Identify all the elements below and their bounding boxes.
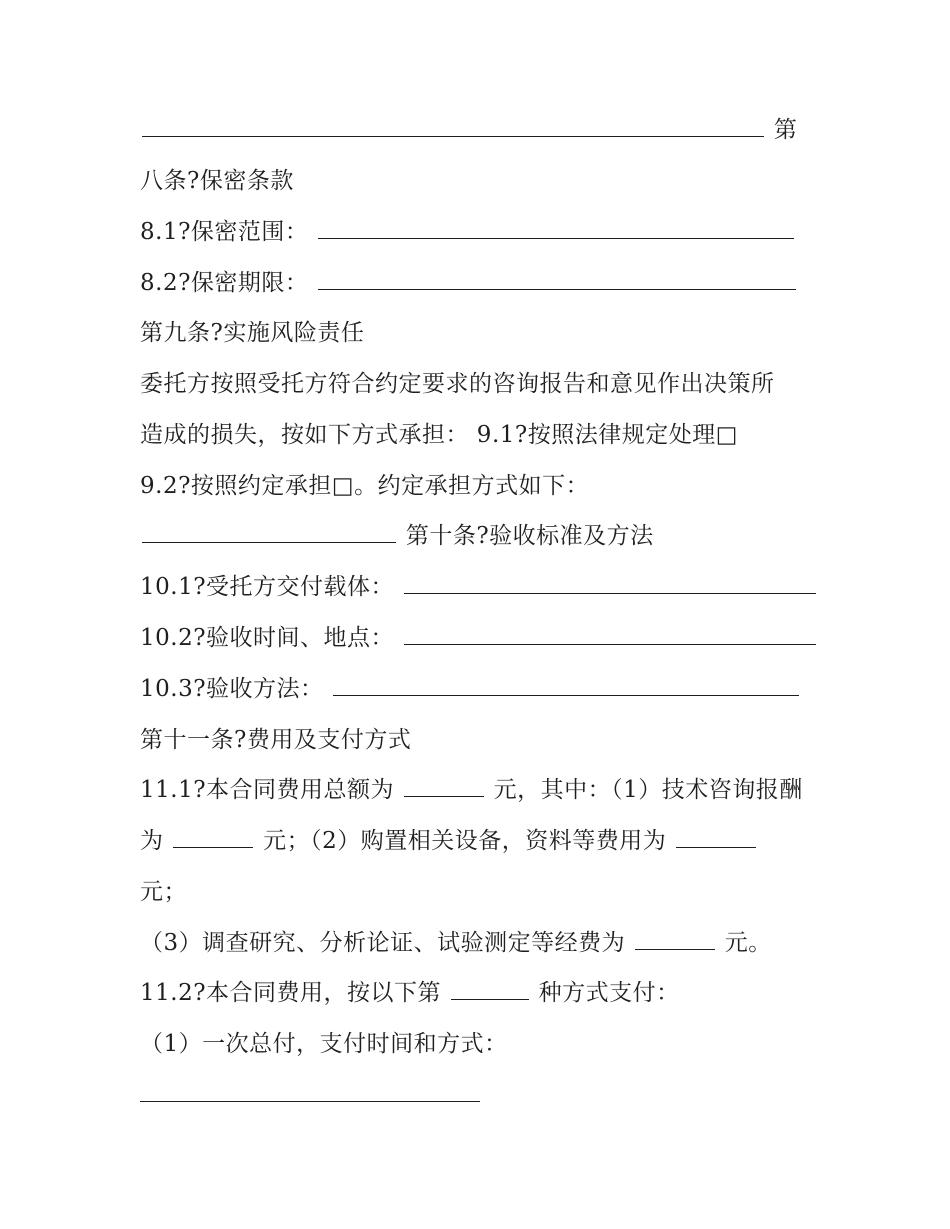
section8-heading: 八条?保密条款 [140, 168, 294, 194]
clause-text: （3）调查研究、分析论证、试验测定等经费为 [140, 930, 626, 956]
line-section8-heading-start [140, 110, 797, 150]
clause-label: 8.2?保密期限： [140, 270, 309, 296]
clause-text: 11.1?本合同费用总额为 [140, 777, 395, 803]
clause-11-2 [140, 973, 680, 1013]
clause-label: 8.1?保密范围： [140, 219, 309, 245]
clause-text: 为 [140, 828, 164, 854]
confidentiality-period-field[interactable] [318, 267, 796, 290]
section9-heading: 第九条?实施风险责任 [140, 320, 365, 346]
total-fee-field[interactable] [404, 774, 484, 797]
consulting-fee-field[interactable] [173, 825, 253, 848]
clause-text: 11.2?本合同费用，按以下第 [140, 980, 442, 1006]
agreed-method-field[interactable] [142, 520, 396, 543]
research-fee-field[interactable] [635, 927, 715, 950]
clause-text: 元，其中：（1）技术咨询报酬 [493, 777, 803, 803]
acceptance-time-place-field[interactable] [404, 622, 816, 645]
section9-text-line2: 造成的损失，按如下方式承担： 9.1?按照法律规定处理□ [140, 422, 738, 448]
payment-option-1-blank-line [140, 1075, 482, 1115]
equipment-fee-field[interactable] [676, 825, 756, 848]
line-section10-heading [140, 516, 654, 556]
clause-10-1 [140, 567, 818, 607]
clause-label: 10.3?验收方法： [140, 676, 324, 702]
line-text: 第 [773, 117, 798, 143]
section10-heading: 第十条?验收标准及方法 [405, 523, 654, 549]
clause-10-3 [140, 669, 801, 709]
delivery-carrier-field[interactable] [404, 571, 816, 594]
clause-11-1-item3 [140, 923, 772, 963]
clause-text: 元；（2）购置相关设备，资料等费用为 [263, 828, 667, 854]
clause-8-2 [140, 263, 798, 303]
clause-10-2 [140, 618, 818, 658]
clause-label: 10.1?受托方交付载体： [140, 574, 395, 600]
section9-text-line1: 委托方按照受托方符合约定要求的咨询报告和意见作出决策所 [140, 371, 775, 397]
clause-text: 种方式支付： [538, 980, 680, 1006]
payment-option-1: （1）一次总付，支付时间和方式： [140, 1031, 508, 1057]
confidentiality-scope-field[interactable] [318, 216, 794, 239]
payment-method-number-field[interactable] [451, 977, 529, 1000]
clause-9-2: 9.2?按照约定承担□。约定承担方式如下： [140, 473, 590, 499]
blank-field[interactable] [142, 114, 764, 137]
payment-time-method-field[interactable] [140, 1079, 480, 1102]
section11-heading: 第十一条?费用及支付方式 [140, 727, 412, 753]
clause-label: 10.2?验收时间、地点： [140, 625, 395, 651]
acceptance-method-field[interactable] [333, 673, 799, 696]
clause-8-1 [140, 212, 796, 252]
clause-text: 元。 [724, 930, 772, 956]
clause-11-1 [140, 770, 803, 810]
clause-11-1-unit: 元； [140, 879, 187, 905]
clause-11-1-cont [140, 821, 758, 861]
